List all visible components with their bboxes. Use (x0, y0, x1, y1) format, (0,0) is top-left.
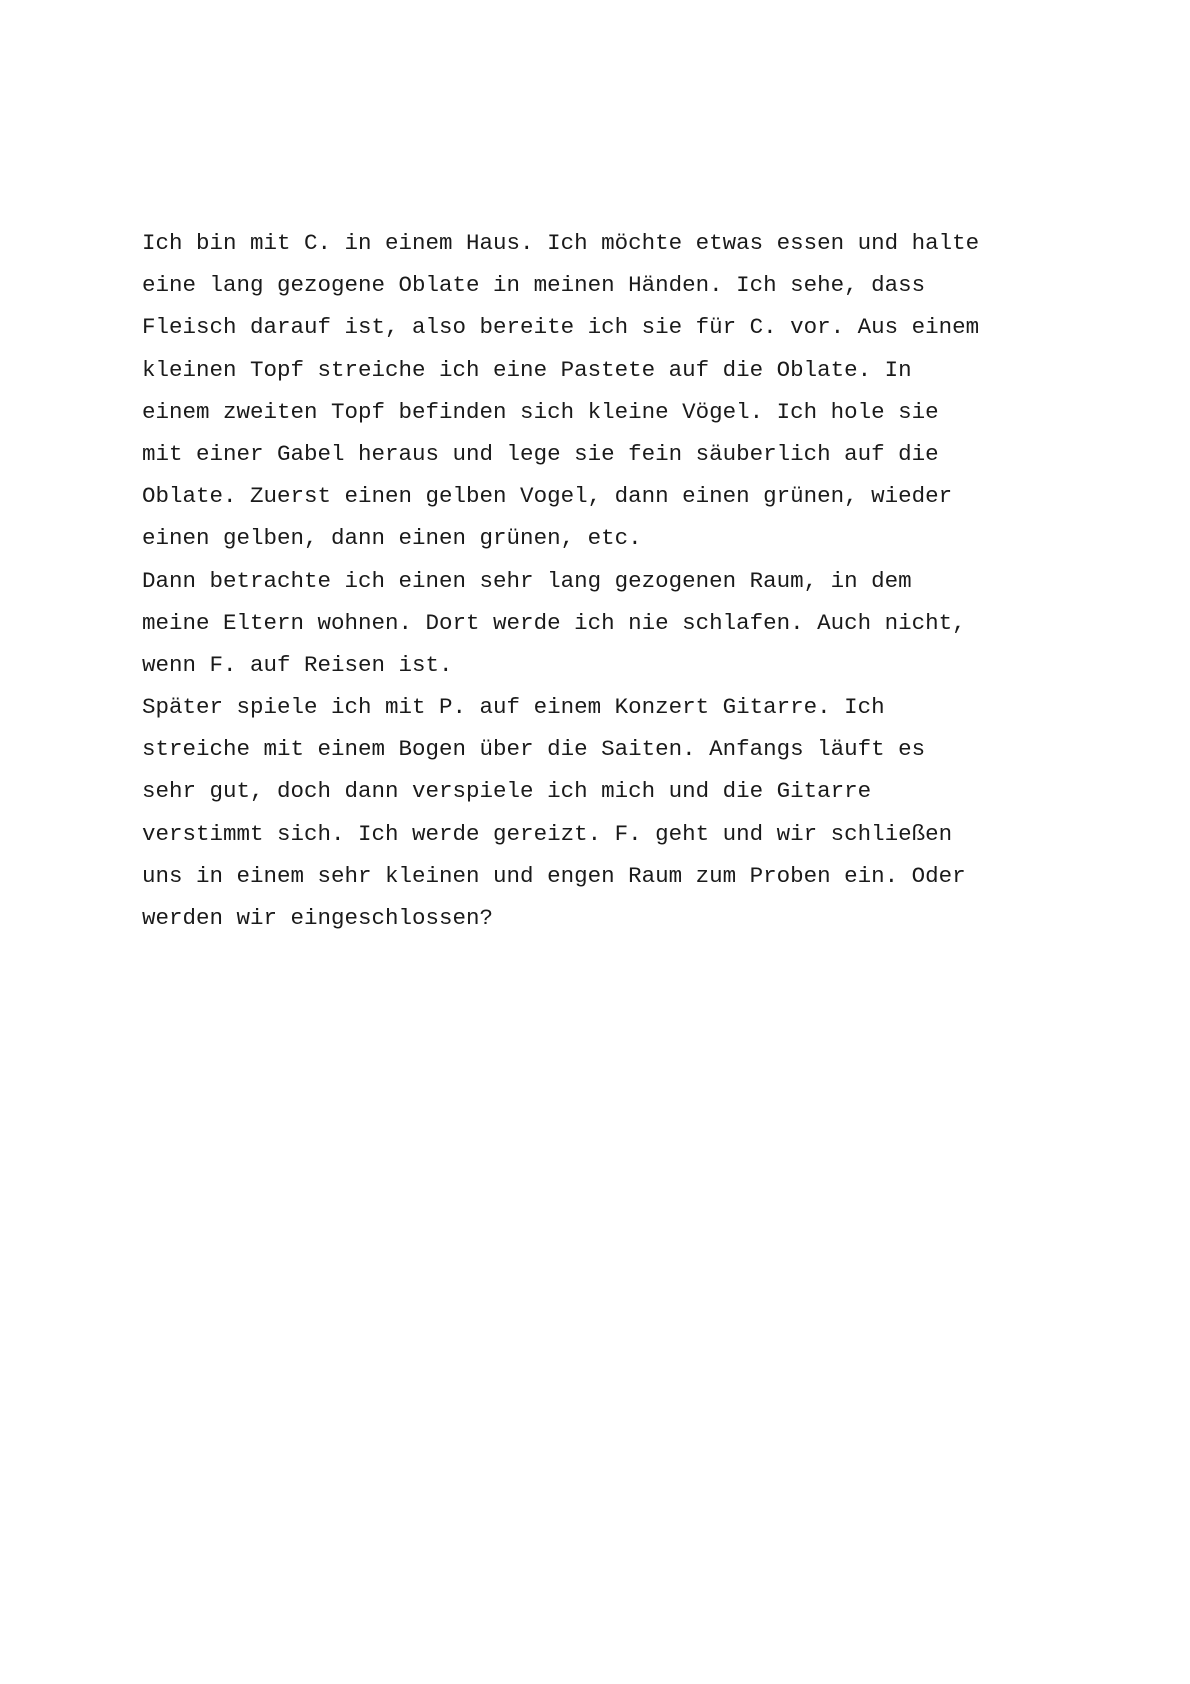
text-line: Später spiele ich mit P. auf einem Konzert Gitarre. Ich (142, 694, 885, 721)
text-line: werden wir eingeschlossen? (142, 905, 494, 931)
text-line: meine Eltern wohnen. Dort werde ich nie schlafen. Auch nicht, (142, 609, 966, 636)
text-line: Fleisch darauf ist, also bereite ich sie für C. vor. Aus einem (142, 314, 980, 341)
text-line: eine lang gezogene Oblate in meinen Händen. Ich sehe, dass (142, 272, 926, 299)
text-line: sehr gut, doch dann verspiele ich mich und die Gitarre (142, 778, 872, 805)
text-line: einem zweiten Topf befinden sich kleine Vögel. Ich hole sie (142, 398, 939, 425)
text-line: uns in einem sehr kleinen und engen Raum zum Proben ein. Oder (142, 862, 966, 889)
text-line: Ich bin mit C. in einem Haus. Ich möchte etwas essen und halte (142, 230, 980, 256)
text-line: kleinen Topf streiche ich eine Pastete auf die Oblate. In (142, 356, 912, 383)
text-line: Dann betrachte ich einen sehr lang gezogenen Raum, in dem (142, 567, 912, 594)
text-line: verstimmt sich. Ich werde gereizt. F. geht und wir schließen (142, 820, 953, 847)
document-text (142, 222, 1082, 939)
text-line: Oblate. Zuerst einen gelben Vogel, dann einen grünen, wieder (142, 483, 953, 510)
text-line: einen gelben, dann einen grünen, etc. (142, 525, 642, 552)
text-line: streiche mit einem Bogen über die Saiten. Anfangs läuft es (142, 736, 926, 763)
text-line: mit einer Gabel heraus und lege sie fein säuberlich auf die (142, 440, 939, 467)
text-line: wenn F. auf Reisen ist. (142, 651, 453, 678)
